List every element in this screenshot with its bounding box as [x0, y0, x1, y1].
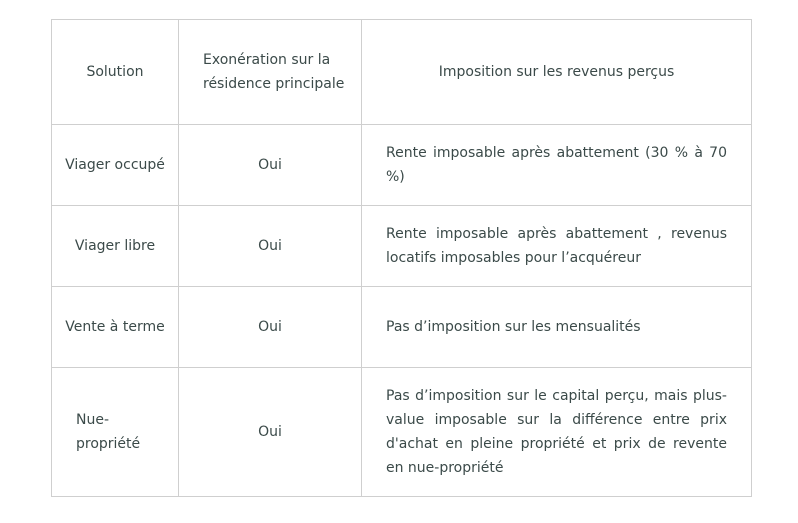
table-row — [52, 125, 752, 206]
cell-imposition: Rente imposable après abattement , revenus locatifs imposables pour l’acquéreur — [362, 206, 752, 287]
cell-exoneration: Oui — [179, 125, 362, 206]
cell-solution: Nue-propriété — [52, 368, 179, 497]
cell-exoneration: Oui — [179, 368, 362, 497]
table-row — [52, 287, 752, 368]
cell-imposition: Rente imposable après abattement (30 % à 70 %) — [362, 125, 752, 206]
cell-solution: Viager libre — [52, 206, 179, 287]
cell-imposition: Pas d’imposition sur les mensualités — [362, 287, 752, 368]
header-imposition: Imposition sur les revenus perçus — [362, 20, 752, 125]
cell-solution: Vente à terme — [52, 287, 179, 368]
cell-imposition: Pas d’imposition sur le capital perçu, mais plus-value imposable sur la différence entre prix d'achat en pleine propriété et prix de revente en nue-propriété — [362, 368, 752, 497]
table-row — [52, 206, 752, 287]
cell-exoneration: Oui — [179, 206, 362, 287]
comparison-table-container — [51, 19, 751, 497]
cell-exoneration: Oui — [179, 287, 362, 368]
table-header-row — [52, 20, 752, 125]
table-row — [52, 368, 752, 497]
header-exoneration: Exonération sur la résidence principale — [179, 20, 362, 125]
header-solution: Solution — [52, 20, 179, 125]
tax-comparison-table — [51, 19, 752, 497]
cell-solution: Viager occupé — [52, 125, 179, 206]
